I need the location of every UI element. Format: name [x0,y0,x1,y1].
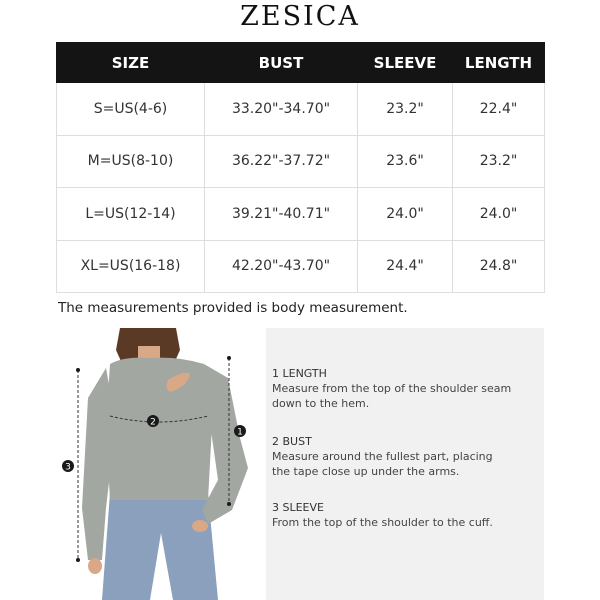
size-chart-table [56,42,545,293]
brand-logo: ZESICA [240,1,360,32]
header-length: LENGTH [453,43,545,83]
model-left-hand [88,558,102,574]
cell-length: 22.4" [453,83,545,136]
cell-size: S=US(4-6) [57,83,205,136]
measurement-guide [266,328,544,600]
header-bust: BUST [205,43,358,83]
model-right-hand [192,520,208,532]
cell-length: 24.8" [453,240,545,293]
table-row [57,135,545,188]
cell-sleeve: 24.0" [358,188,453,241]
cell-size: XL=US(16-18) [57,240,205,293]
guide-sleeve [272,500,512,530]
header-size: SIZE [57,43,205,83]
model-sweater [106,358,212,500]
length-bottom-dot [227,502,231,506]
model-figure [58,328,263,600]
table-row [57,240,545,293]
marker-1-label: 1 [237,427,243,438]
guide-length-title: 1 LENGTH [272,367,327,380]
length-top-dot [227,356,231,360]
marker-3-label: 3 [65,462,71,473]
guide-bust [272,434,512,479]
marker-2-label: 2 [150,417,156,428]
cell-sleeve: 23.6" [358,135,453,188]
cell-size: L=US(12-14) [57,188,205,241]
cell-bust: 33.20"-34.70" [205,83,358,136]
measurement-note: The measurements provided is body measurement. [58,300,408,316]
cell-bust: 36.22"-37.72" [205,135,358,188]
cell-sleeve: 23.2" [358,83,453,136]
guide-sleeve-desc: From the top of the shoulder to the cuff. [272,516,493,529]
cell-length: 24.0" [453,188,545,241]
guide-bust-desc: Measure around the fullest part, placing the tape close up under the arms. [272,450,493,478]
table-row [57,188,545,241]
cell-bust: 42.20"-43.70" [205,240,358,293]
sleeve-top-dot [76,368,80,372]
cell-sleeve: 24.4" [358,240,453,293]
cell-length: 23.2" [453,135,545,188]
cell-bust: 39.21"-40.71" [205,188,358,241]
model-jeans [102,493,218,600]
table-row [57,83,545,136]
header-sleeve: SLEEVE [358,43,453,83]
guide-bust-title: 2 BUST [272,435,312,448]
guide-length-desc: Measure from the top of the shoulder seam down to the hem. [272,382,512,410]
cell-size: M=US(8-10) [57,135,205,188]
guide-sleeve-title: 3 SLEEVE [272,501,324,514]
table-header-row [57,43,545,83]
sleeve-bottom-dot [76,558,80,562]
guide-length [272,366,512,411]
